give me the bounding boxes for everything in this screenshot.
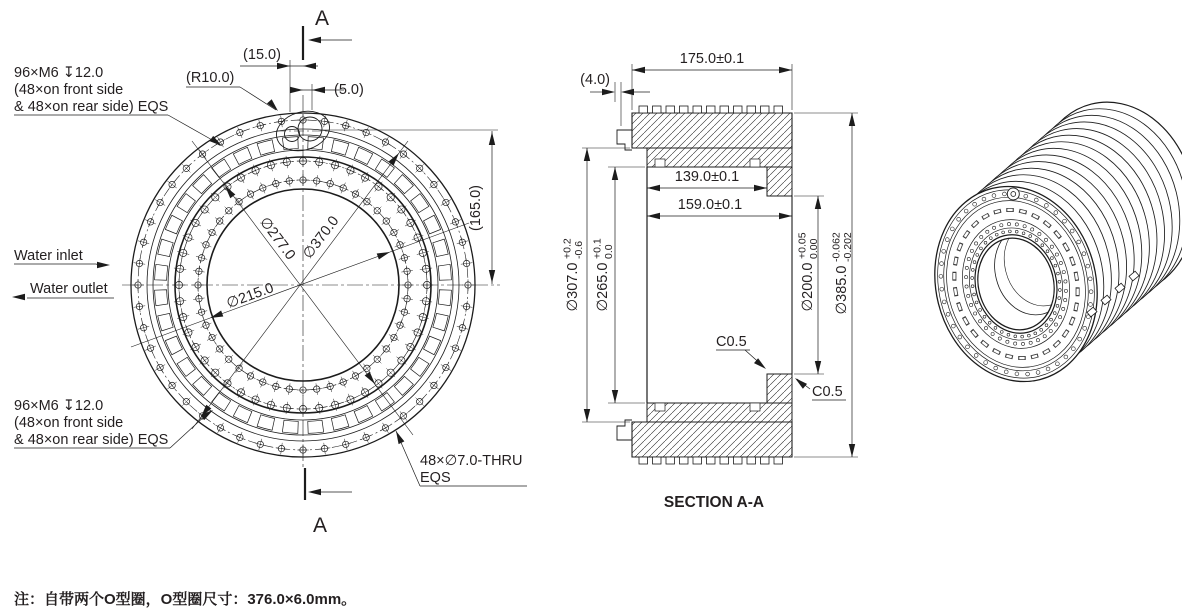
- dim-dia-bearing-bore: [797, 232, 821, 311]
- svg-text:∅370.0: ∅370.0: [300, 213, 343, 262]
- left-flange-bottom: [617, 420, 632, 440]
- svg-text:& 48×on rear side) EQS: & 48×on rear side) EQS: [14, 99, 169, 115]
- isometric-view: [915, 85, 1182, 399]
- svg-text:0.00: 0.00: [808, 238, 820, 259]
- svg-text:+0.05: +0.05: [796, 232, 809, 259]
- drawing-note: 注：自带两个O型圈，O型圈尺寸：376.0×6.0mm。: [14, 591, 357, 608]
- svg-text:∅215.0: ∅215.0: [224, 280, 276, 312]
- water-outlet-label: Water outlet: [30, 281, 108, 297]
- end-wall-lower-section: [767, 374, 792, 403]
- dim-port-offset: (15.0): [243, 47, 281, 63]
- svg-text:(48×on front side: (48×on front side: [14, 415, 124, 431]
- svg-text:C0.5: C0.5: [716, 334, 747, 350]
- chamfer-callout-outer: [797, 379, 846, 400]
- svg-text:EQS: EQS: [420, 470, 451, 486]
- dim-port-radius: [186, 70, 276, 110]
- dim-dia-cavity: [592, 238, 616, 311]
- svg-text:+0.2: +0.2: [561, 238, 574, 259]
- section-label-a-bottom: A: [312, 514, 328, 537]
- svg-text:C0.5: C0.5: [812, 384, 843, 400]
- callout-m6-top: [14, 65, 214, 141]
- upper-inner-band-section: [647, 148, 792, 167]
- svg-text:-0.062: -0.062: [830, 232, 843, 262]
- section-view: [562, 51, 859, 511]
- svg-text:-0.202: -0.202: [842, 232, 854, 262]
- svg-text:(165.0): (165.0): [468, 185, 484, 231]
- dim-port-width: (5.0): [334, 82, 364, 98]
- water-inlet-label: Water inlet: [14, 248, 83, 264]
- svg-text:(48×on front side: (48×on front side: [14, 82, 124, 98]
- svg-text:& 48×on rear side) EQS: & 48×on rear side) EQS: [14, 432, 169, 448]
- svg-text:-0.6: -0.6: [573, 240, 585, 259]
- callout-m6-bottom: [14, 398, 207, 448]
- svg-text:96×M6 ↧12.0: 96×M6 ↧12.0: [14, 65, 104, 81]
- svg-text:∅200.0: ∅200.0: [800, 262, 816, 312]
- dim-bolt-circle-outer: [300, 213, 342, 262]
- left-flange-top: [617, 130, 632, 150]
- dim-dia-outer: [831, 232, 855, 314]
- svg-text:0.0: 0.0: [603, 244, 615, 259]
- dim-dia-stator-seat: [562, 238, 586, 311]
- front-view: [14, 7, 527, 537]
- upper-shell-section: [632, 113, 792, 148]
- svg-text:+0.1: +0.1: [591, 238, 604, 259]
- end-wall-upper-section: [767, 167, 792, 196]
- lower-shell-section: [632, 422, 792, 457]
- dim-flange-offset: (4.0): [580, 72, 610, 88]
- svg-text:∅385.0: ∅385.0: [834, 265, 850, 315]
- svg-text:48×∅7.0-THRU: 48×∅7.0-THRU: [420, 453, 523, 469]
- section-title: SECTION A-A: [663, 494, 765, 511]
- dim-bolt-circle-front: [256, 214, 298, 263]
- water-outlet-callout: [27, 281, 114, 298]
- section-label-a-top: A: [314, 7, 330, 30]
- dim-port-center-height: [468, 185, 484, 231]
- svg-text:∅307.0: ∅307.0: [565, 262, 581, 312]
- water-inlet-callout: [14, 248, 99, 265]
- svg-text:96×M6 ↧12.0: 96×M6 ↧12.0: [14, 398, 104, 414]
- svg-text:∅265.0: ∅265.0: [595, 262, 611, 312]
- lower-inner-band-section: [647, 403, 792, 422]
- dim-overall-length: 175.0±0.1: [679, 51, 745, 67]
- dim-inner-length-2: 159.0±0.1: [677, 197, 743, 213]
- svg-text:∅277.0: ∅277.0: [256, 214, 299, 264]
- callout-thru-holes: [396, 431, 527, 486]
- dim-inner-length-1: 139.0±0.1: [674, 169, 740, 185]
- svg-text:(R10.0): (R10.0): [186, 70, 235, 86]
